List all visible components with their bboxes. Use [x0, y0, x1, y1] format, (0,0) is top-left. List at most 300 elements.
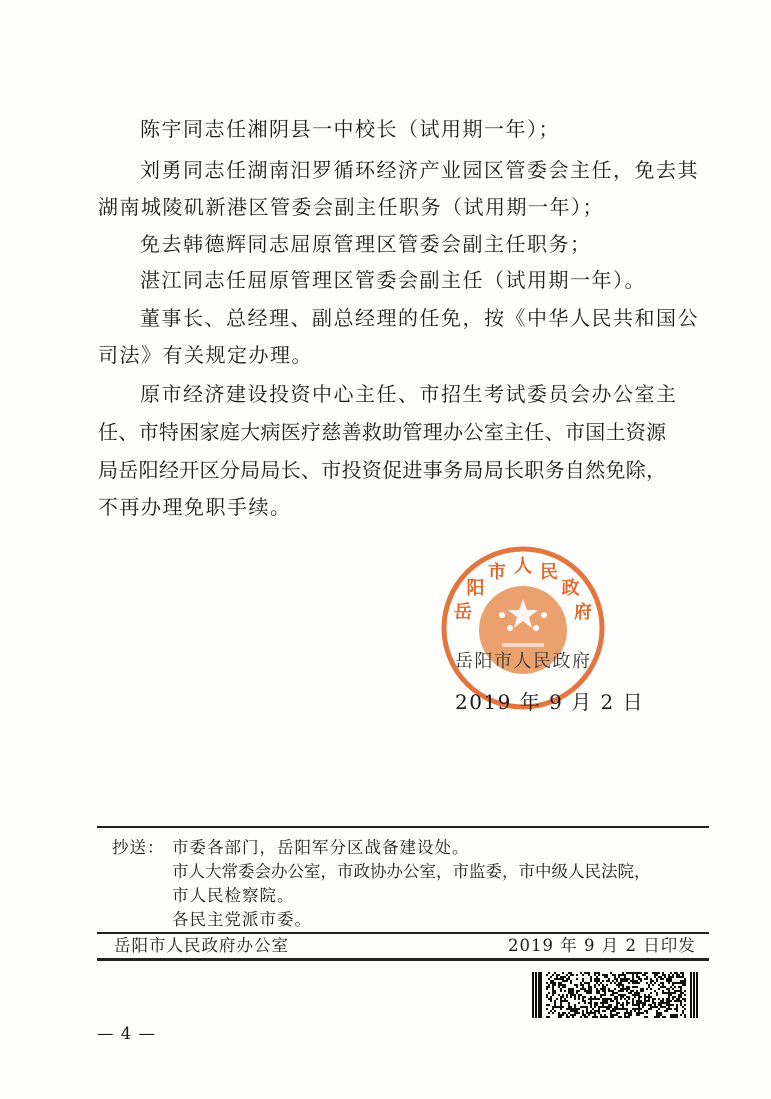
barcode-module: [590, 976, 592, 978]
barcode-module: [560, 1014, 562, 1016]
barcode-module: [640, 1012, 642, 1014]
barcode-module: [668, 1008, 670, 1010]
barcode-module: [640, 972, 642, 974]
barcode-module: [674, 990, 676, 992]
barcode-module: [570, 980, 572, 982]
barcode-module: [576, 1010, 578, 1012]
barcode-module: [562, 1000, 564, 1002]
barcode-module: [684, 1014, 686, 1016]
barcode-module: [616, 978, 618, 980]
barcode-module: [552, 1008, 554, 1010]
barcode-module: [636, 986, 638, 988]
barcode-module: [572, 1014, 574, 1016]
barcode-module: [568, 992, 570, 994]
barcode-module: [668, 990, 670, 992]
barcode-module: [604, 974, 606, 976]
body-line: 原市经济建设投资中心主任、市招生考试委员会办公室主: [140, 382, 678, 406]
barcode-module: [632, 1004, 634, 1006]
barcode-module: [622, 980, 624, 982]
barcode-module: [676, 1006, 678, 1008]
barcode-module: [642, 1012, 644, 1014]
barcode-module: [550, 976, 552, 978]
barcode-module: [548, 972, 550, 974]
barcode-module: [576, 974, 578, 976]
barcode-module: [566, 1014, 568, 1016]
barcode-module: [662, 998, 664, 1000]
barcode-module: [584, 982, 586, 984]
barcode-module: [656, 974, 658, 976]
barcode-module: [660, 1012, 662, 1014]
barcode-module: [582, 1000, 584, 1002]
barcode-module: [674, 986, 676, 988]
barcode-module: [622, 984, 624, 986]
barcode-module: [602, 994, 604, 996]
barcode-module: [600, 1002, 602, 1004]
barcode-module: [624, 994, 626, 996]
barcode-module: [682, 1006, 684, 1008]
barcode-module: [576, 978, 578, 980]
barcode-module: [564, 998, 566, 1000]
barcode-module: [614, 976, 616, 978]
barcode-module: [594, 996, 596, 998]
barcode-module: [672, 982, 674, 984]
barcode: [532, 972, 700, 1018]
barcode-module: [602, 1002, 604, 1004]
barcode-module: [590, 980, 592, 982]
barcode-module: [610, 1014, 612, 1016]
barcode-module: [554, 990, 556, 992]
barcode-module: [558, 978, 560, 980]
barcode-module: [594, 1016, 596, 1018]
barcode-module: [586, 990, 588, 992]
barcode-module: [620, 994, 622, 996]
barcode-module: [618, 984, 620, 986]
barcode-module: [582, 974, 584, 976]
barcode-module: [632, 994, 634, 996]
barcode-module: [626, 990, 628, 992]
barcode-module: [618, 976, 620, 978]
barcode-module: [592, 998, 594, 1000]
barcode-module: [664, 986, 666, 988]
barcode-module: [566, 980, 568, 982]
barcode-module: [598, 992, 600, 994]
barcode-module: [650, 1008, 652, 1010]
barcode-module: [572, 992, 574, 994]
barcode-module: [674, 1016, 676, 1018]
barcode-module: [620, 988, 622, 990]
barcode-module: [656, 994, 658, 996]
barcode-module: [546, 1016, 548, 1018]
barcode-module: [608, 988, 610, 990]
barcode-module: [684, 990, 686, 992]
barcode-module: [600, 982, 602, 984]
barcode-module: [602, 980, 604, 982]
barcode-module: [572, 994, 574, 996]
barcode-module: [556, 1006, 558, 1008]
barcode-module: [650, 996, 652, 998]
barcode-module: [570, 988, 572, 990]
barcode-module: [606, 976, 608, 978]
barcode-module: [680, 980, 682, 982]
barcode-module: [584, 996, 586, 998]
barcode-module: [600, 1016, 602, 1018]
barcode-module: [582, 984, 584, 986]
barcode-module: [620, 984, 622, 986]
barcode-module: [568, 976, 570, 978]
barcode-module: [548, 1012, 550, 1014]
barcode-module: [582, 978, 584, 980]
barcode-module: [576, 1012, 578, 1014]
barcode-module: [644, 1016, 646, 1018]
barcode-module: [636, 1008, 638, 1010]
barcode-module: [590, 1010, 592, 1012]
barcode-module: [664, 1006, 666, 1008]
barcode-module: [646, 996, 648, 998]
barcode-module: [590, 1004, 592, 1006]
barcode-module: [642, 988, 644, 990]
svg-text:阳: 阳: [466, 578, 485, 599]
body-line: 刘勇同志任湖南汨罗循环经济产业园区管委会主任，免去其: [140, 158, 699, 182]
barcode-module: [660, 1004, 662, 1006]
barcode-module: [638, 978, 640, 980]
barcode-module: [622, 972, 624, 974]
barcode-module: [606, 1000, 608, 1002]
barcode-module: [618, 990, 620, 992]
barcode-module: [538, 972, 540, 1018]
barcode-module: [600, 988, 602, 990]
barcode-module: [574, 1014, 576, 1016]
barcode-module: [632, 986, 634, 988]
barcode-module: [634, 1008, 636, 1010]
body-line: 司法》有关规定办理。: [98, 343, 313, 367]
barcode-module: [584, 1006, 586, 1008]
barcode-module: [602, 1010, 604, 1012]
barcode-module: [582, 988, 584, 990]
barcode-module: [678, 974, 680, 976]
barcode-module: [622, 1004, 624, 1006]
barcode-module: [600, 994, 602, 996]
barcode-module: [582, 1006, 584, 1008]
barcode-module: [624, 1016, 626, 1018]
barcode-module: [668, 998, 670, 1000]
barcode-module: [612, 1014, 614, 1016]
barcode-module: [588, 1014, 590, 1016]
barcode-module: [628, 1002, 630, 1004]
barcode-module: [568, 1012, 570, 1014]
barcode-module: [646, 1016, 648, 1018]
barcode-module: [594, 1014, 596, 1016]
barcode-module: [574, 1012, 576, 1014]
barcode-module: [610, 994, 612, 996]
barcode-module: [654, 972, 656, 974]
barcode-module: [610, 1000, 612, 1002]
barcode-module: [650, 978, 652, 980]
barcode-module: [562, 976, 564, 978]
barcode-module: [552, 986, 554, 988]
barcode-module: [622, 990, 624, 992]
barcode-module: [662, 1000, 664, 1002]
barcode-module: [564, 1012, 566, 1014]
barcode-module: [548, 978, 550, 980]
barcode-module: [564, 986, 566, 988]
barcode-module: [648, 986, 650, 988]
barcode-module: [634, 972, 636, 974]
barcode-module: [634, 982, 636, 984]
barcode-module: [612, 1010, 614, 1012]
barcode-module: [656, 1014, 658, 1016]
barcode-module: [556, 998, 558, 1000]
barcode-module: [674, 982, 676, 984]
barcode-module: [578, 1002, 580, 1004]
barcode-module: [658, 988, 660, 990]
barcode-module: [646, 1010, 648, 1012]
barcode-module: [668, 994, 670, 996]
barcode-module: [580, 982, 582, 984]
barcode-module: [560, 1004, 562, 1006]
barcode-module: [616, 1012, 618, 1014]
barcode-module: [554, 1000, 556, 1002]
barcode-module: [678, 998, 680, 1000]
barcode-module: [576, 1008, 578, 1010]
barcode-module: [662, 1006, 664, 1008]
barcode-module: [596, 990, 598, 992]
barcode-module: [618, 986, 620, 988]
barcode-module: [546, 1004, 548, 1006]
barcode-module: [616, 1000, 618, 1002]
barcode-module: [568, 1008, 570, 1010]
barcode-module: [562, 972, 564, 974]
barcode-module: [610, 982, 612, 984]
barcode-module: [634, 994, 636, 996]
barcode-module: [666, 998, 668, 1000]
barcode-module: [676, 1010, 678, 1012]
barcode-module: [676, 976, 678, 978]
barcode-module: [632, 1000, 634, 1002]
cc-label: 抄送：: [112, 838, 165, 857]
barcode-module: [618, 982, 620, 984]
barcode-module: [572, 1010, 574, 1012]
barcode-module: [640, 996, 642, 998]
barcode-module: [572, 990, 574, 992]
barcode-module: [548, 998, 550, 1000]
barcode-module: [612, 990, 614, 992]
barcode-module: [636, 994, 638, 996]
barcode-module: [664, 992, 666, 994]
barcode-module: [632, 980, 634, 982]
barcode-module: [636, 976, 638, 978]
barcode-module: [612, 974, 614, 976]
body-line: 任、市特困家庭大病医疗慈善救助管理办公室主任、市国土资源: [98, 420, 667, 444]
barcode-module: [600, 996, 602, 998]
barcode-module: [626, 1004, 628, 1006]
barcode-module: [660, 1014, 662, 1016]
barcode-module: [660, 976, 662, 978]
barcode-module: [594, 1004, 596, 1006]
barcode-module: [624, 974, 626, 976]
barcode-module: [680, 976, 682, 978]
cc-line: 各民主党派市委。: [172, 910, 312, 929]
barcode-module: [564, 984, 566, 986]
barcode-module: [640, 980, 642, 982]
barcode-module: [654, 974, 656, 976]
barcode-module: [604, 976, 606, 978]
barcode-module: [660, 978, 662, 980]
barcode-module: [606, 1016, 608, 1018]
barcode-module: [556, 978, 558, 980]
barcode-module: [670, 976, 672, 978]
barcode-module: [676, 998, 678, 1000]
barcode-module: [656, 972, 658, 974]
barcode-module: [620, 996, 622, 998]
barcode-module: [636, 1012, 638, 1014]
barcode-module: [666, 1008, 668, 1010]
svg-text:人: 人: [514, 556, 532, 577]
barcode-module: [598, 1008, 600, 1010]
barcode-module: [616, 992, 618, 994]
barcode-module: [568, 1004, 570, 1006]
barcode-module: [658, 1012, 660, 1014]
barcode-module: [626, 1008, 628, 1010]
barcode-module: [622, 994, 624, 996]
barcode-module: [598, 1010, 600, 1012]
barcode-module: [594, 986, 596, 988]
barcode-module: [554, 978, 556, 980]
barcode-module: [554, 972, 556, 974]
barcode-module: [676, 982, 678, 984]
barcode-module: [610, 1006, 612, 1008]
barcode-module: [602, 984, 604, 986]
barcode-module: [646, 972, 648, 974]
barcode-module: [642, 990, 644, 992]
barcode-module: [618, 994, 620, 996]
barcode-module: [552, 988, 554, 990]
barcode-module: [630, 1014, 632, 1016]
barcode-module: [668, 1002, 670, 1004]
barcode-module: [554, 1002, 556, 1004]
signature-issuer: 岳阳市人民政府: [455, 651, 592, 672]
cc-line: 市人民检察院。: [172, 886, 295, 905]
barcode-module: [558, 974, 560, 976]
official-seal: [440, 545, 606, 711]
barcode-module: [628, 982, 630, 984]
barcode-module: [636, 982, 638, 984]
barcode-module: [676, 1016, 678, 1018]
barcode-module: [680, 990, 682, 992]
barcode-module: [586, 1006, 588, 1008]
barcode-module: [582, 996, 584, 998]
svg-text:政: 政: [561, 578, 580, 599]
barcode-module: [652, 998, 654, 1000]
barcode-module: [550, 996, 552, 998]
barcode-module: [662, 990, 664, 992]
barcode-module: [634, 1004, 636, 1006]
barcode-module: [684, 1016, 686, 1018]
barcode-module: [566, 994, 568, 996]
barcode-module: [590, 992, 592, 994]
barcode-module: [606, 998, 608, 1000]
barcode-module: [604, 1006, 606, 1008]
barcode-module: [640, 978, 642, 980]
barcode-module: [662, 974, 664, 976]
barcode-module: [614, 998, 616, 1000]
barcode-module: [568, 1006, 570, 1008]
barcode-module: [638, 976, 640, 978]
barcode-module: [670, 992, 672, 994]
barcode-module: [666, 992, 668, 994]
barcode-module: [684, 1000, 686, 1002]
barcode-module: [664, 974, 666, 976]
barcode-module: [662, 992, 664, 994]
barcode-module: [596, 1010, 598, 1012]
barcode-module: [576, 984, 578, 986]
barcode-module: [638, 1002, 640, 1004]
barcode-module: [590, 988, 592, 990]
barcode-module: [578, 998, 580, 1000]
barcode-module: [678, 976, 680, 978]
barcode-module: [650, 1006, 652, 1008]
barcode-module: [626, 972, 628, 974]
barcode-module: [610, 972, 612, 974]
barcode-module: [570, 1010, 572, 1012]
barcode-module: [676, 990, 678, 992]
barcode-module: [560, 1006, 562, 1008]
barcode-module: [614, 982, 616, 984]
barcode-module: [582, 980, 584, 982]
barcode-module: [618, 1012, 620, 1014]
barcode-module: [654, 976, 656, 978]
barcode-module: [652, 980, 654, 982]
barcode-module: [676, 974, 678, 976]
barcode-module: [620, 990, 622, 992]
barcode-module: [682, 980, 684, 982]
barcode-module: [624, 998, 626, 1000]
barcode-module: [666, 1000, 668, 1002]
barcode-module: [594, 1002, 596, 1004]
barcode-module: [680, 982, 682, 984]
barcode-module: [598, 980, 600, 982]
barcode-module: [546, 974, 548, 976]
barcode-module: [556, 974, 558, 976]
barcode-module: [582, 986, 584, 988]
barcode-module: [614, 996, 616, 998]
barcode-module: [638, 996, 640, 998]
barcode-module: [608, 1004, 610, 1006]
barcode-module: [626, 1012, 628, 1014]
barcode-module: [562, 1012, 564, 1014]
barcode-module: [568, 978, 570, 980]
barcode-module: [654, 990, 656, 992]
barcode-module: [562, 996, 564, 998]
barcode-module: [596, 998, 598, 1000]
barcode-module: [566, 978, 568, 980]
barcode-module: [644, 972, 646, 974]
barcode-module: [624, 976, 626, 978]
barcode-module: [588, 998, 590, 1000]
body-line: 免去韩德辉同志屈原管理区管委会副主任职务；: [140, 232, 592, 256]
barcode-module: [678, 986, 680, 988]
barcode-module: [670, 1004, 672, 1006]
barcode-module: [596, 988, 598, 990]
barcode-module: [626, 986, 628, 988]
barcode-module: [620, 1004, 622, 1006]
barcode-module: [676, 1014, 678, 1016]
barcode-module: [572, 974, 574, 976]
barcode-module: [588, 1002, 590, 1004]
barcode-module: [594, 980, 596, 982]
barcode-module: [662, 984, 664, 986]
barcode-module: [626, 980, 628, 982]
barcode-module: [574, 1010, 576, 1012]
